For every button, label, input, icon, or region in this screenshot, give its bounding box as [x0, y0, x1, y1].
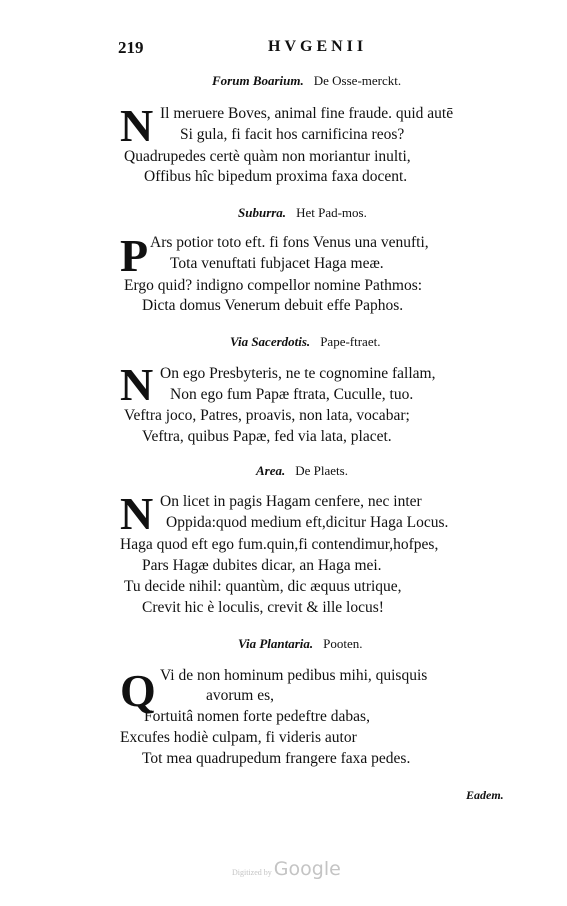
- verse-line: Oppida:quod medium eft,dicitur Haga Locus.: [166, 514, 449, 531]
- verse-line: Ars potior toto eft. fi fons Venus una venufti,: [150, 234, 429, 251]
- page-number: 219: [118, 38, 144, 57]
- verse-line: Excufes hodiè culpam, fi videris autor: [120, 729, 357, 746]
- poem-title-latin: Forum Boarium.: [212, 73, 304, 88]
- watermark-logo-text: Google: [273, 858, 341, 880]
- poem-title-dutch: Pape-ftraet.: [320, 334, 381, 349]
- verse-line: Il meruere Boves, animal fine fraude. quid autē: [160, 105, 454, 122]
- poem-title-latin: Area.: [256, 463, 286, 478]
- verse-line: Crevit hic è loculis, crevit & ille locus!: [142, 599, 384, 616]
- poem-title: [238, 636, 363, 652]
- verse-line: Tota venuftati fubjacet Haga meæ.: [170, 255, 384, 272]
- drop-cap: N: [120, 359, 154, 410]
- poem-title-dutch: De Plaets.: [295, 463, 348, 478]
- verse-line: Quadrupedes certè quàm non moriantur inulti,: [124, 148, 411, 165]
- drop-cap: N: [120, 100, 154, 151]
- drop-cap: N: [120, 488, 154, 539]
- verse-line: Veftra, quibus Papæ, fed via lata, placet.: [142, 428, 392, 445]
- page-header: [118, 38, 518, 62]
- drop-cap: Q: [120, 665, 156, 716]
- verse-line: Pars Hagæ dubites dicar, an Haga mei.: [142, 557, 382, 574]
- digitization-watermark: [232, 858, 341, 880]
- verse-line: Ergo quid? indigno compellor nomine Pathmos:: [124, 277, 423, 294]
- poem-title-dutch: De Osse-merckt.: [313, 73, 402, 88]
- verse-line: Vi de non hominum pedibus mihi, quisquis: [160, 667, 428, 684]
- verse-line: Offibus hîc bipedum proxima faxa docent.: [144, 168, 408, 185]
- poem-title: [212, 73, 401, 89]
- verse-line: Dicta domus Venerum debuit effe Paphos.: [142, 297, 404, 314]
- poem-title: [256, 463, 348, 479]
- poem-title-dutch: Pooten.: [323, 636, 363, 651]
- verse-line: Fortuitâ nomen forte pedeftre dabas,: [144, 708, 370, 725]
- poem-title-latin: Via Sacerdotis.: [230, 334, 311, 349]
- verse-line: Si gula, fi facit hos carnificina reos?: [180, 126, 405, 143]
- verse-line: Non ego fum Papæ ftrata, Cuculle, tuo.: [170, 386, 414, 403]
- poem-title-dutch: Het Pad-mos.: [296, 205, 367, 220]
- poem-title-latin: Via Plantaria.: [238, 636, 314, 651]
- poem-title: [230, 334, 380, 350]
- verse-line: Tot mea quadrupedum frangere faxa pedes.: [142, 750, 411, 767]
- verse-line: On licet in pagis Hagam cenfere, nec inter: [160, 493, 422, 510]
- catchword: Eadem.: [466, 788, 504, 802]
- verse-line: Tu decide nihil: quantùm, dic æquus utrique,: [124, 578, 402, 595]
- verse-line: Haga quod eft ego fum.quin,fi contendimur,hofpes,: [120, 536, 439, 553]
- running-title: HVGENII: [268, 38, 368, 55]
- watermark-small-text: Digitized by: [232, 868, 272, 877]
- poem-title: [238, 205, 367, 221]
- poem-title-latin: Suburra.: [238, 205, 287, 220]
- verse-line: Veftra joco, Patres, proavis, non lata, vocabar;: [124, 407, 410, 424]
- verse-line: avorum es,: [206, 687, 275, 704]
- drop-cap: P: [120, 230, 149, 281]
- verse-line: On ego Presbyteris, ne te cognomine fallam,: [160, 365, 436, 382]
